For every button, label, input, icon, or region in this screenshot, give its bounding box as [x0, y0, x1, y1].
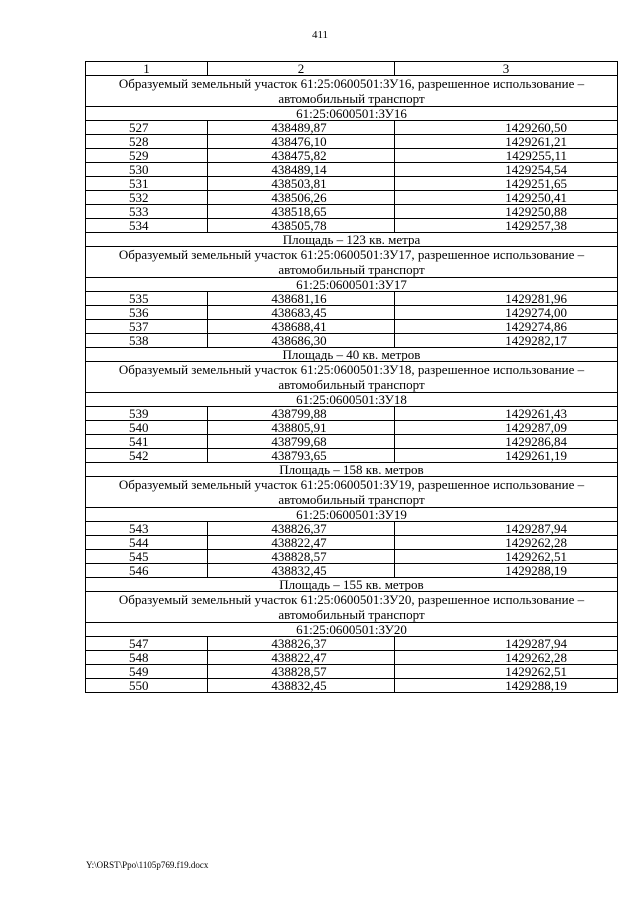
- point-number: 537: [86, 320, 208, 334]
- coordinate-x: 438489,14: [208, 163, 395, 177]
- coordinate-y: 1429287,94: [395, 522, 618, 536]
- coordinate-y: 1429261,43: [395, 407, 618, 421]
- coordinate-x: 438505,78: [208, 219, 395, 233]
- coordinate-x: 438688,41: [208, 320, 395, 334]
- point-number: 549: [86, 665, 208, 679]
- coordinate-x: 438805,91: [208, 421, 395, 435]
- table-row: [86, 219, 618, 233]
- coordinate-x: 438683,45: [208, 306, 395, 320]
- table-row: [86, 121, 618, 135]
- coordinate-y: 1429260,50: [395, 121, 618, 135]
- table-row: [86, 637, 618, 651]
- coordinate-y: 1429262,51: [395, 665, 618, 679]
- coordinate-x: 438793,65: [208, 449, 395, 463]
- parcel-description-row: [86, 592, 618, 623]
- page-number: 411: [311, 29, 329, 41]
- parcel-area-row: [86, 578, 618, 592]
- coordinate-y: 1429288,19: [395, 679, 618, 693]
- coordinate-x: 438828,57: [208, 550, 395, 564]
- point-number: 528: [86, 135, 208, 149]
- parcel-code-row: [86, 508, 618, 522]
- parcel-description-row: [86, 362, 618, 393]
- point-number: 541: [86, 435, 208, 449]
- coordinate-x: 438506,26: [208, 191, 395, 205]
- parcel-code: 61:25:0600501:ЗУ20: [86, 623, 618, 637]
- table-row: [86, 163, 618, 177]
- parcel-description: Образуемый земельный участок 61:25:0600501:ЗУ16, разрешенное использование – автомобильный транспорт: [86, 76, 618, 107]
- table-header-row: [86, 62, 618, 76]
- point-number: 544: [86, 536, 208, 550]
- coordinate-x: 438681,16: [208, 292, 395, 306]
- table-row: [86, 651, 618, 665]
- coordinate-x: 438475,82: [208, 149, 395, 163]
- point-number: 531: [86, 177, 208, 191]
- parcel-area: Площадь – 158 кв. метров: [86, 463, 618, 477]
- parcel-area-row: [86, 233, 618, 247]
- coordinate-y: 1429254,54: [395, 163, 618, 177]
- coordinate-y: 1429262,28: [395, 536, 618, 550]
- coordinate-x: 438828,57: [208, 665, 395, 679]
- point-number: 539: [86, 407, 208, 421]
- point-number: 532: [86, 191, 208, 205]
- coordinate-y: 1429282,17: [395, 334, 618, 348]
- table-row: [86, 421, 618, 435]
- parcel-code-row: [86, 278, 618, 292]
- column-header-2: 2: [208, 62, 395, 76]
- coordinate-x: 438518,65: [208, 205, 395, 219]
- table-row: [86, 191, 618, 205]
- table-row: [86, 334, 618, 348]
- table-row: [86, 550, 618, 564]
- coordinate-x: 438822,47: [208, 536, 395, 550]
- parcel-code: 61:25:0600501:ЗУ19: [86, 508, 618, 522]
- table-row: [86, 407, 618, 421]
- point-number: 538: [86, 334, 208, 348]
- coordinate-x: 438476,10: [208, 135, 395, 149]
- point-number: 542: [86, 449, 208, 463]
- column-header-3: 3: [395, 62, 618, 76]
- point-number: 533: [86, 205, 208, 219]
- point-number: 548: [86, 651, 208, 665]
- table-row: [86, 292, 618, 306]
- coordinate-y: 1429286,84: [395, 435, 618, 449]
- coordinate-y: 1429274,00: [395, 306, 618, 320]
- parcel-code-row: [86, 393, 618, 407]
- coordinate-y: 1429250,41: [395, 191, 618, 205]
- parcel-code-row: [86, 107, 618, 121]
- coordinate-y: 1429261,19: [395, 449, 618, 463]
- coordinate-y: 1429262,28: [395, 651, 618, 665]
- coordinate-x: 438832,45: [208, 679, 395, 693]
- point-number: 545: [86, 550, 208, 564]
- coordinate-x: 438686,30: [208, 334, 395, 348]
- coordinate-y: 1429288,19: [395, 564, 618, 578]
- point-number: 550: [86, 679, 208, 693]
- coordinate-y: 1429262,51: [395, 550, 618, 564]
- parcel-area-row: [86, 348, 618, 362]
- parcel-area: Площадь – 123 кв. метра: [86, 233, 618, 247]
- file-path-footer: Y:\ORST\Ppo\1105p769.f19.docx: [86, 860, 209, 870]
- parcel-description-row: [86, 76, 618, 107]
- coordinate-y: 1429257,38: [395, 219, 618, 233]
- table-row: [86, 177, 618, 191]
- coordinate-y: 1429281,96: [395, 292, 618, 306]
- table-row: [86, 320, 618, 334]
- table-row: [86, 665, 618, 679]
- parcel-description: Образуемый земельный участок 61:25:0600501:ЗУ20, разрешенное использование – автомобильный транспорт: [86, 592, 618, 623]
- point-number: 529: [86, 149, 208, 163]
- coordinate-x: 438799,88: [208, 407, 395, 421]
- coordinate-x: 438799,68: [208, 435, 395, 449]
- coordinate-x: 438822,47: [208, 651, 395, 665]
- parcel-code: 61:25:0600501:ЗУ18: [86, 393, 618, 407]
- coordinate-x: 438826,37: [208, 522, 395, 536]
- coordinate-x: 438826,37: [208, 637, 395, 651]
- parcel-area-row: [86, 463, 618, 477]
- table-row: [86, 435, 618, 449]
- table-row: [86, 679, 618, 693]
- table-row: [86, 205, 618, 219]
- point-number: 527: [86, 121, 208, 135]
- point-number: 534: [86, 219, 208, 233]
- table-row: [86, 135, 618, 149]
- parcel-description-row: [86, 247, 618, 278]
- coordinate-x: 438832,45: [208, 564, 395, 578]
- table-row: [86, 449, 618, 463]
- parcel-code: 61:25:0600501:ЗУ17: [86, 278, 618, 292]
- table-row: [86, 149, 618, 163]
- coordinate-y: 1429251,65: [395, 177, 618, 191]
- table-row: [86, 536, 618, 550]
- parcel-area: Площадь – 155 кв. метров: [86, 578, 618, 592]
- coordinates-table-body: [86, 62, 618, 693]
- coordinate-y: 1429250,88: [395, 205, 618, 219]
- column-header-1: 1: [86, 62, 208, 76]
- coordinate-y: 1429255,11: [395, 149, 618, 163]
- coordinate-y: 1429287,94: [395, 637, 618, 651]
- table-row: [86, 306, 618, 320]
- point-number: 543: [86, 522, 208, 536]
- point-number: 546: [86, 564, 208, 578]
- point-number: 547: [86, 637, 208, 651]
- parcel-description: Образуемый земельный участок 61:25:0600501:ЗУ19, разрешенное использование – автомобильный транспорт: [86, 477, 618, 508]
- parcel-code: 61:25:0600501:ЗУ16: [86, 107, 618, 121]
- parcel-description: Образуемый земельный участок 61:25:0600501:ЗУ18, разрешенное использование – автомобильный транспорт: [86, 362, 618, 393]
- coordinates-table: [85, 61, 618, 693]
- coordinate-y: 1429287,09: [395, 421, 618, 435]
- coordinate-y: 1429261,21: [395, 135, 618, 149]
- coordinate-x: 438503,81: [208, 177, 395, 191]
- coordinate-y: 1429274,86: [395, 320, 618, 334]
- table-row: [86, 564, 618, 578]
- point-number: 535: [86, 292, 208, 306]
- point-number: 536: [86, 306, 208, 320]
- parcel-code-row: [86, 623, 618, 637]
- parcel-description-row: [86, 477, 618, 508]
- table-row: [86, 522, 618, 536]
- parcel-area: Площадь – 40 кв. метров: [86, 348, 618, 362]
- point-number: 540: [86, 421, 208, 435]
- coordinate-x: 438489,87: [208, 121, 395, 135]
- parcel-description: Образуемый земельный участок 61:25:0600501:ЗУ17, разрешенное использование – автомобильный транспорт: [86, 247, 618, 278]
- point-number: 530: [86, 163, 208, 177]
